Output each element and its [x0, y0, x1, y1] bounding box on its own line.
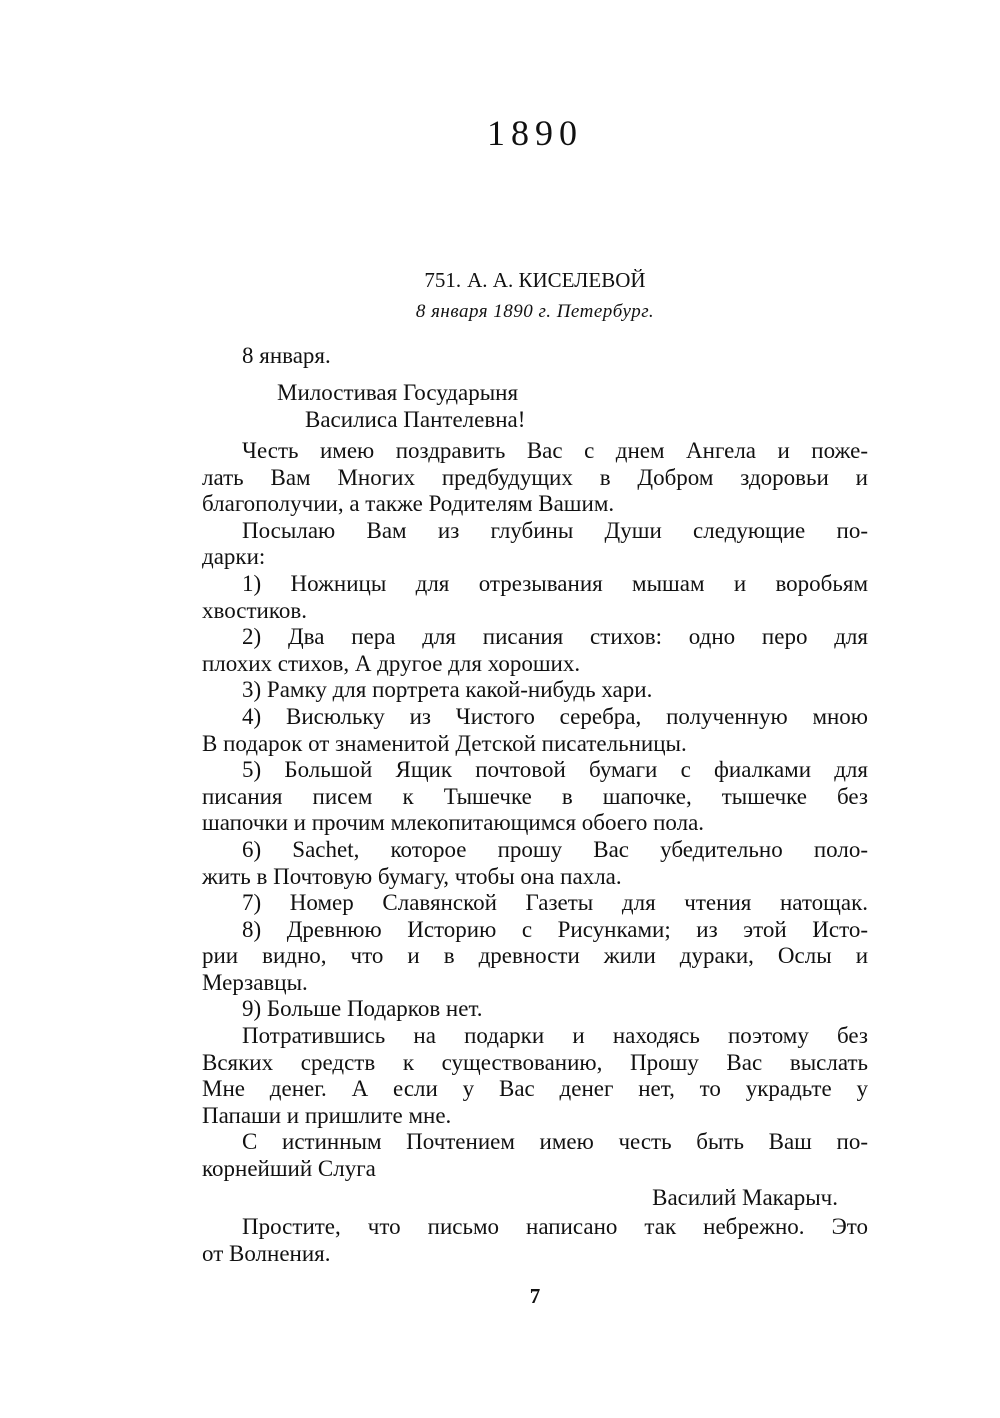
postscript-line: Простите, что письмо написано так небрежно. Это	[242, 1214, 868, 1239]
signature-block	[202, 1185, 868, 1212]
gift-item-4-line: 4) Висюльку из Чистого серебра, полученную мною	[242, 703, 868, 729]
gift-item-2-line: 2) Два пера для писания стихов: одно перо для	[242, 624, 868, 650]
postscript	[202, 1214, 868, 1267]
postscript-line: от Волнения.	[202, 1240, 331, 1266]
paragraph-3-line: Всяких средств к существованию, Прошу Вас выслать	[202, 1049, 868, 1075]
gift-item-7-line: 7) Номер Славянской Газеты для чтения натощак.	[242, 890, 868, 916]
paragraph-1-line: благополучии, а также Родителям Вашим.	[202, 491, 615, 517]
paragraph-2-line: дарки:	[202, 544, 266, 570]
letter-heading	[0, 268, 1000, 293]
gift-item-6-line: жить в Почтовую бумагу, чтобы она пахла.	[202, 863, 622, 889]
gift-item-1-line: хвостиков.	[202, 597, 307, 623]
paragraph-1-line: лать Вам Многих предбудущих в Добром здоровьи и	[202, 464, 868, 490]
gift-item-3-line: 3) Рамку для портрета какой-нибудь хари.	[242, 677, 653, 703]
letter-date-place: 8 января 1890 г. Петербург.	[415, 301, 655, 322]
paragraph-4-line: корнейший Слуга	[202, 1156, 376, 1182]
gift-item-5-line: писания писем к Тышечке в шапочке, тышечке без	[202, 783, 868, 809]
salutation	[202, 380, 868, 433]
salutation-line-2: Василиса Пантелевна!	[305, 406, 526, 432]
signature: Василий Макарыч.	[652, 1185, 838, 1210]
letter-recipient: А. А. КИСЕЛЕВОЙ	[467, 268, 646, 292]
letter-number: 751.	[424, 268, 462, 292]
letter-date-block	[202, 343, 868, 370]
letter-body	[202, 438, 868, 1183]
salutation-line-1: Милостивая Государыня	[277, 380, 519, 405]
paragraph-3-line: Потратившись на подарки и находясь поэтому без	[242, 1023, 868, 1049]
year-heading: 1890	[487, 113, 583, 153]
gift-item-1-line: 1) Ножницы для отрезывания мышам и воробьям	[242, 570, 868, 596]
gift-item-8-line: Мерзавцы.	[202, 969, 308, 995]
gift-item-6-line: 6) Sachet, которое прошу Вас убедительно поло-	[242, 836, 868, 862]
gift-item-9-line: 9) Больше Подарков нет.	[242, 996, 483, 1022]
paragraph-1-line: Честь имею поздравить Вас с днем Ангела и поже-	[242, 438, 868, 463]
page-number: 7	[529, 1284, 541, 1308]
gift-item-5-line: 5) Большой Ящик почтовой бумаги с фиалками для	[242, 757, 868, 783]
gift-item-4-line: В подарок от знаменитой Детской писательницы.	[202, 730, 687, 756]
gift-item-2-line: плохих стихов, А другое для хороших.	[202, 650, 581, 676]
paragraph-4-line: С истинным Почтением имею честь быть Ваш по-	[242, 1129, 868, 1155]
gift-item-8-line: рии видно, что и в древности жили дураки, Ослы и	[202, 943, 868, 969]
letter-date: 8 января.	[242, 343, 331, 368]
gift-item-8-line: 8) Древнюю Историю с Рисунками; из этой Исто-	[242, 916, 868, 942]
paragraph-2-line: Посылаю Вам из глубины Души следующие по-	[242, 517, 868, 543]
paragraph-3-line: Мне денег. А если у Вас денег нет, то украдьте у	[202, 1076, 868, 1102]
paragraph-3-line: Папаши и пришлите мне.	[202, 1102, 452, 1128]
gift-item-5-line: шапочки и прочим млекопитающимся обоего пола.	[202, 810, 705, 836]
